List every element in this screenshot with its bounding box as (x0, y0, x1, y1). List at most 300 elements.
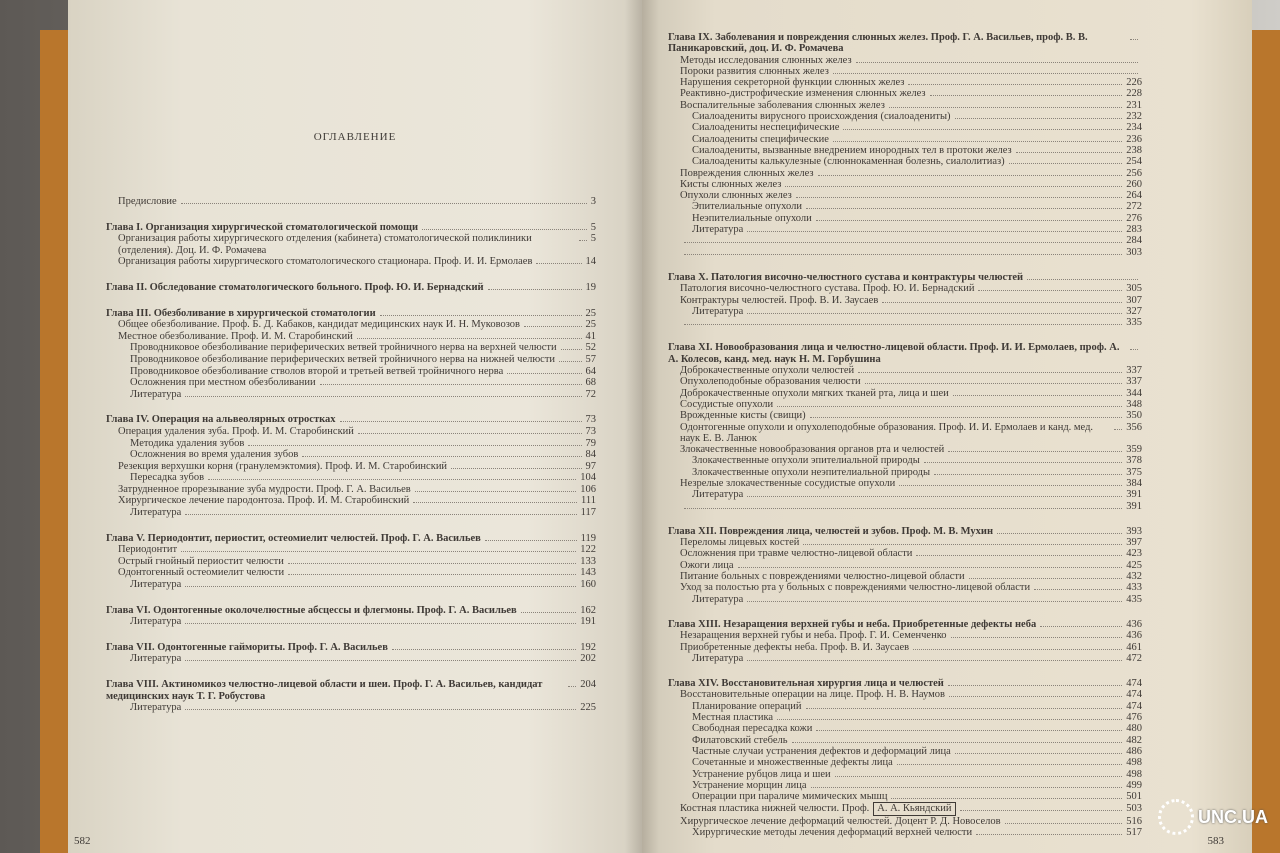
toc-entry-page: 480 (1126, 723, 1142, 735)
toc-entry[interactable] (668, 213, 1142, 224)
toc-entry[interactable] (668, 467, 1142, 478)
toc-entry-title: Опухолеподобные образования челюсти (680, 376, 861, 388)
leader-dots (777, 406, 1122, 407)
toc-entry[interactable] (106, 579, 596, 591)
leader-dots (185, 514, 576, 515)
leader-dots (913, 649, 1122, 650)
page-number-left: 582 (74, 835, 91, 847)
toc-entry-title: Литература (130, 616, 182, 628)
leader-dots (792, 742, 1123, 743)
toc-entry-title: Одонтогенные опухоли и опухолеподобные образования. Проф. И. И. Ермолаев и канд. мед. наук Е. В. Ланюк (680, 421, 1094, 444)
toc-entry[interactable] (668, 295, 1142, 306)
toc-entry[interactable] (106, 389, 596, 401)
toc-entry[interactable] (668, 455, 1142, 466)
toc-entry-title: Литература (130, 388, 182, 400)
toc-entry-page: 276 (1126, 212, 1142, 224)
toc-entry-title: Кисты слюнных желез (680, 178, 782, 190)
toc-chapter[interactable] (668, 342, 1142, 365)
toc-entry[interactable] (668, 122, 1142, 133)
toc-entry-title: Периодонтит (118, 544, 178, 556)
leader-dots (916, 555, 1122, 556)
toc-entry-page: 432 (1126, 571, 1142, 583)
toc-entry-title: Частные случаи устранения дефектов и деформаций лица (692, 745, 951, 757)
toc-entry[interactable] (106, 616, 596, 628)
toc-entry-title: Общее обезболивание. Проф. Б. Д. Кабаков, кандидат медицинских наук И. Н. Муковозов (118, 319, 520, 331)
toc-entry-page: 482 (1126, 734, 1142, 746)
toc-entry-page: 498 (1126, 768, 1142, 780)
toc-entry[interactable] (668, 201, 1142, 212)
toc-chapter[interactable] (106, 605, 596, 617)
toc-entry[interactable] (106, 354, 596, 366)
leader-dots (521, 612, 577, 613)
chapter-gap (106, 268, 596, 282)
chapter-gap (668, 258, 1142, 272)
toc-entry-title: Планирование операций (692, 700, 802, 712)
toc-entry-page: 425 (1126, 559, 1142, 571)
leader-dots (340, 421, 582, 422)
toc-entry[interactable] (668, 571, 1142, 582)
leader-dots (561, 349, 582, 350)
leader-dots (1130, 39, 1138, 40)
leader-dots (747, 313, 1122, 314)
toc-entry-title: Литература (692, 224, 744, 236)
toc-entry-page: 461 (1126, 641, 1142, 653)
toc-entry-title: Доброкачественные опухоли челюстей (680, 365, 855, 377)
toc-entry-page: 73 (585, 425, 596, 437)
toc-entry[interactable] (668, 444, 1142, 455)
toc-chapter[interactable] (668, 678, 1142, 689)
leader-dots (960, 810, 1123, 811)
toc-entry[interactable] (668, 399, 1142, 410)
toc-entry[interactable] (106, 449, 596, 461)
leader-dots (747, 660, 1122, 661)
toc-entry-page: 143 (580, 567, 596, 579)
toc-entry-page: 119 (580, 532, 596, 544)
toc-entry[interactable] (668, 422, 1142, 445)
leader-dots (955, 753, 1122, 754)
toc-chapter[interactable] (106, 282, 596, 294)
leader-dots (684, 324, 1122, 325)
toc-entry[interactable] (668, 802, 1142, 815)
toc-entry[interactable] (668, 388, 1142, 399)
leader-dots (536, 263, 581, 264)
toc-entry[interactable] (668, 548, 1142, 559)
leader-dots (955, 118, 1123, 119)
toc-entry-page: 52 (585, 342, 596, 354)
toc-right (668, 32, 1142, 838)
leader-dots (181, 203, 587, 204)
toc-entry[interactable] (668, 145, 1142, 156)
toc-entry-page: 501 (1126, 791, 1142, 803)
leader-dots (185, 586, 576, 587)
toc-entry[interactable] (106, 438, 596, 450)
toc-entry-title: Глава VII. Одонтогенные гаймориты. Проф. Г. А. Васильев (106, 641, 388, 653)
toc-chapter[interactable] (668, 32, 1142, 55)
toc-entry-page: 350 (1126, 410, 1142, 422)
leader-dots (1130, 349, 1138, 350)
toc-entry-page: 111 (581, 495, 596, 507)
toc-entry-page: 3 (590, 196, 596, 207)
toc-entry-title: Затрудненное прорезывание зуба мудрости. Проф. Г. А. Васильев (118, 483, 411, 495)
leader-dots (485, 540, 577, 541)
toc-entry-page: 327 (1126, 305, 1142, 317)
toc-entry-page: 344 (1126, 387, 1142, 399)
toc-entry-page: 84 (585, 449, 596, 461)
toc-entry-page: 204 (580, 679, 596, 690)
toc-entry-title: Доброкачественные опухоли мягких тканей рта, лица и шеи (680, 387, 949, 399)
toc-entry[interactable] (668, 88, 1142, 99)
toc-entry[interactable] (668, 791, 1142, 802)
toc-entry-title: Злокачественные опухоли эпителиальной природы (692, 455, 920, 467)
toc-entry-title: Незрелые злокачественные сосудистые опухоли (680, 477, 896, 489)
toc-entry-title: Врожденные кисты (свищи) (680, 410, 806, 422)
toc-entry[interactable] (668, 410, 1142, 421)
toc-entry[interactable] (668, 757, 1142, 768)
toc-entry[interactable] (668, 111, 1142, 122)
toc-entry[interactable] (668, 653, 1142, 664)
toc-entry[interactable] (668, 55, 1142, 66)
toc-entry-title: Патология височно-челюстного сустава. Проф. Ю. И. Бернадский (680, 283, 975, 295)
toc-entry-title: Приобретенные дефекты неба. Проф. В. И. Заусаев (680, 641, 910, 653)
toc-entry-page: 393 (1126, 525, 1142, 537)
toc-entry-page: 72 (585, 388, 596, 400)
leader-dots (810, 417, 1123, 418)
toc-entry[interactable] (106, 196, 596, 208)
toc-entry[interactable] (668, 630, 1142, 641)
toc-entry-title: Контрактуры челюстей. Проф. В. И. Заусаев (680, 294, 879, 306)
toc-entry[interactable] (668, 735, 1142, 746)
toc-entry[interactable] (106, 256, 596, 268)
toc-entry-title: Организация работы хирургического стоматологического стационара. Проф. И. И. Ермолаев (118, 256, 533, 268)
leader-dots (843, 129, 1122, 130)
leader-dots (806, 208, 1122, 209)
leader-dots (185, 660, 576, 661)
toc-entry[interactable] (668, 134, 1142, 145)
toc-entry[interactable] (668, 190, 1142, 201)
toc-entry-title: Глава XII. Повреждения лица, челюстей и зубов. Проф. М. В. Мухин (668, 525, 994, 537)
toc-entry[interactable] (668, 478, 1142, 489)
leader-dots (924, 462, 1122, 463)
toc-entry-title: Одонтогенный остеомиелит челюсти (118, 567, 285, 579)
toc-entry-page: 234 (1126, 122, 1142, 134)
toc-entry-page: 433 (1126, 582, 1142, 594)
leader-dots (248, 445, 581, 446)
toc-entry-title: Филатовский стебель (692, 734, 788, 746)
chapter-gap (668, 512, 1142, 526)
toc-chapter[interactable] (106, 222, 596, 234)
toc-entry-title: Реактивно-дистрофические изменения слюнных желез (680, 88, 926, 100)
toc-entry[interactable] (668, 168, 1142, 179)
leader-dots (185, 396, 581, 397)
leader-dots (948, 451, 1122, 452)
boxed-author: А. А. Кьяндский (873, 802, 955, 815)
toc-entry-page: 41 (585, 330, 596, 342)
toc-entry-page: 397 (1126, 537, 1142, 549)
toc-entry-page: 499 (1126, 779, 1142, 791)
toc-entry-title: Операция удаления зуба. Проф. И. М. Старобинский (118, 425, 354, 437)
toc-entry-title: Организация работы хирургического отделения (кабинета) стоматологической поликлиники (отделения). Доц. И. Ф. Ромачева (118, 233, 532, 256)
toc-entry[interactable] (106, 426, 596, 438)
toc-entry[interactable] (668, 827, 1142, 838)
toc-entry-page: 122 (580, 544, 596, 556)
toc-entry-title: Осложнения при местном обезболивании (130, 377, 316, 389)
toc-entry-title: Сиалоадениты калькулезные (слюннокаменная болезнь, сиалолитиаз) (692, 156, 1005, 168)
toc-entry-page: 19 (585, 281, 596, 293)
chapter-gap (106, 400, 596, 414)
toc-entry-title: Устранение морщин лица (692, 779, 807, 791)
leader-dots (997, 533, 1122, 534)
toc-entry[interactable] (668, 66, 1142, 77)
leader-dots (358, 433, 582, 434)
toc-entry-title: Уход за полостью рта у больных с повреждениями челюстно-лицевой области (680, 582, 1031, 594)
chapter-gap (106, 628, 596, 642)
toc-entry-title: Литература (130, 507, 182, 519)
toc-entry-page: 162 (580, 604, 596, 616)
toc-chapter[interactable] (668, 526, 1142, 537)
toc-entry[interactable] (668, 769, 1142, 780)
leader-dots (811, 787, 1123, 788)
toc-entry-page: 191 (580, 616, 596, 628)
leader-dots (185, 709, 576, 710)
leader-dots (747, 231, 1122, 232)
toc-entry[interactable] (668, 746, 1142, 757)
toc-entry-title: Костная пластика нижней челюсти. Проф. (680, 803, 870, 815)
toc-entry-title: Сиалоадениты вирусного происхождения (сиалоадениты) (692, 111, 951, 123)
toc-entry-page: 303 (1126, 246, 1142, 258)
toc-entry-title: Сочетанные и множественные дефекты лица (692, 757, 893, 769)
toc-entry-page: 472 (1126, 652, 1142, 664)
toc-entry-page: 232 (1126, 111, 1142, 123)
toc-entry-title: Хирургическое лечение деформаций челюстей. Доцент Р. Д. Новоселов (680, 815, 1001, 827)
leader-dots (930, 95, 1123, 96)
toc-entry-page: 192 (580, 641, 596, 653)
toc-entry-title: Ожоги лица (680, 559, 734, 571)
toc-entry-page: 264 (1126, 190, 1142, 202)
leader-dots (1016, 152, 1123, 153)
toc-entry[interactable] (106, 319, 596, 331)
toc-entry-page: 384 (1126, 477, 1142, 489)
toc-entry-page: 272 (1126, 201, 1142, 213)
toc-entry[interactable] (668, 501, 1142, 512)
toc-chapter[interactable] (668, 272, 1142, 283)
leader-dots (951, 637, 1123, 638)
toc-entry[interactable] (668, 365, 1142, 376)
toc-entry-title: Повреждения слюнных желез (680, 167, 814, 179)
toc-entry-page: 423 (1126, 548, 1142, 560)
leader-dots (684, 508, 1122, 509)
leader-dots (899, 485, 1122, 486)
toc-entry-page: 283 (1126, 224, 1142, 236)
leader-dots (856, 62, 1138, 63)
toc-entry[interactable] (668, 224, 1142, 235)
chapter-gap (106, 208, 596, 222)
toc-entry[interactable] (668, 723, 1142, 734)
leader-dots (422, 229, 587, 230)
toc-entry-title: Злокачественные опухоли неэпителиальной природы (692, 466, 931, 478)
toc-entry-page: 117 (580, 507, 596, 519)
toc-entry-title: Литература (692, 652, 744, 664)
toc-entry[interactable] (106, 702, 596, 714)
toc-entry-title: Резекция верхушки корня (гранулемэктомия). Проф. И. М. Старобинский (118, 460, 448, 472)
toc-entry[interactable] (106, 472, 596, 484)
toc-entry[interactable] (106, 556, 596, 568)
toc-entry[interactable] (106, 653, 596, 665)
leader-dots (934, 474, 1122, 475)
toc-entry-page: 57 (585, 353, 596, 365)
toc-entry-title: Незаращения верхней губы и неба. Проф. Г. И. Семенченко (680, 630, 947, 642)
leader-dots (1005, 823, 1123, 824)
leader-dots (185, 623, 576, 624)
chapter-gap (668, 605, 1142, 619)
toc-entry-page: 5 (590, 221, 596, 233)
leader-dots (1027, 279, 1138, 280)
leader-dots (684, 254, 1122, 255)
toc-entry-page: 435 (1126, 593, 1142, 605)
leader-dots (380, 315, 582, 316)
toc-entry[interactable] (668, 560, 1142, 571)
toc-entry-title: Опухоли слюнных желез (680, 190, 792, 202)
toc-entry[interactable] (668, 376, 1142, 387)
toc-entry-title: Глава XIV. Восстановительная хирургия лица и челюстей (668, 678, 944, 690)
toc-entry-page: 133 (580, 555, 596, 567)
toc-entry[interactable] (106, 377, 596, 389)
toc-chapter[interactable] (106, 414, 596, 426)
toc-entry-page: 474 (1126, 700, 1142, 712)
toc-entry-page: 260 (1126, 178, 1142, 190)
toc-chapter[interactable] (106, 679, 596, 702)
leader-dots (747, 496, 1122, 497)
toc-entry-title: Проводниковое обезболивание стволов второй и третьей ветвей тройничного нерва (130, 365, 504, 377)
toc-entry-title: Глава X. Патология височно-челюстного сустава и контрактуры челюстей (668, 271, 1024, 283)
toc-entry-title: Питание больных с повреждениями челюстно-лицевой области (680, 571, 965, 583)
leader-dots (392, 649, 576, 650)
toc-entry-title: Нарушения секреторной функции слюнных желез (680, 77, 905, 89)
leader-dots (288, 574, 576, 575)
toc-entry[interactable] (668, 100, 1142, 111)
toc-entry[interactable] (668, 156, 1142, 167)
leader-dots (1034, 589, 1122, 590)
leader-dots (969, 578, 1123, 579)
toc-entry[interactable] (106, 331, 596, 343)
leader-dots (568, 686, 576, 687)
leader-dots (415, 491, 576, 492)
leader-dots (803, 544, 1122, 545)
toc-entry-page: 486 (1126, 745, 1142, 757)
toc-entry[interactable] (106, 495, 596, 507)
toc-entry-page: 474 (1126, 678, 1142, 690)
toc-entry-page: 238 (1126, 144, 1142, 156)
toc-entry[interactable] (668, 247, 1142, 258)
toc-entry-title: Глава I. Организация хирургической стоматологической помощи (106, 221, 418, 233)
toc-entry[interactable] (668, 816, 1142, 827)
toc-entry-page: 25 (585, 319, 596, 331)
right-page (642, 0, 1252, 853)
toc-chapter[interactable] (106, 533, 596, 545)
toc-entry-page: 516 (1126, 815, 1142, 827)
toc-entry[interactable] (668, 701, 1142, 712)
toc-entry[interactable] (106, 342, 596, 354)
leader-dots (976, 834, 1122, 835)
toc-entry[interactable] (106, 233, 596, 256)
toc-entry-page: 25 (585, 307, 596, 319)
toc-entry[interactable] (668, 77, 1142, 88)
toc-entry-title: Пересадка зубов (130, 472, 205, 484)
toc-entry-title: Литература (692, 305, 744, 317)
toc-entry-page: 476 (1126, 712, 1142, 724)
toc-entry[interactable] (668, 594, 1142, 605)
toc-entry-title: Злокачественные новообразования органов рта и челюстей (680, 444, 945, 456)
toc-entry-title: Осложнения во время удаления зубов (130, 449, 299, 461)
toc-entry[interactable] (106, 461, 596, 473)
toc-chapter[interactable] (668, 619, 1142, 630)
leader-dots (882, 302, 1122, 303)
toc-entry-page: 436 (1126, 630, 1142, 642)
toc-entry[interactable] (668, 582, 1142, 593)
toc-entry-page: 256 (1126, 167, 1142, 179)
leader-dots (357, 338, 582, 339)
toc-entry-page: 436 (1126, 618, 1142, 630)
leader-dots (833, 73, 1138, 74)
leader-dots (181, 551, 576, 552)
leader-dots (320, 384, 582, 385)
leader-dots (288, 563, 576, 564)
toc-chapter[interactable] (106, 308, 596, 320)
toc-entry[interactable] (668, 712, 1142, 723)
leader-dots (451, 468, 581, 469)
leader-dots (302, 456, 581, 457)
toc-entry-page: 391 (1126, 489, 1142, 501)
leader-dots (833, 141, 1122, 142)
toc-left (106, 196, 596, 714)
toc-entry-page: 68 (585, 377, 596, 389)
toc-entry[interactable] (668, 642, 1142, 653)
toc-entry[interactable] (668, 179, 1142, 190)
chapter-gap (106, 591, 596, 605)
toc-entry[interactable] (106, 567, 596, 579)
leader-dots (413, 502, 577, 503)
toc-chapter[interactable] (106, 642, 596, 654)
toc-entry[interactable] (106, 484, 596, 496)
toc-entry[interactable] (106, 366, 596, 378)
toc-entry[interactable] (668, 780, 1142, 791)
toc-entry[interactable] (106, 507, 596, 519)
toc-entry-title: Глава VI. Одонтогенные околочелюстные абсцессы и флегмоны. Проф. Г. А. Васильев (106, 604, 517, 616)
toc-entry[interactable] (668, 489, 1142, 500)
leader-dots (865, 383, 1123, 384)
toc-entry[interactable] (668, 235, 1142, 246)
chapter-gap (668, 664, 1142, 678)
toc-entry-page: 284 (1126, 235, 1142, 247)
toc-entry-title: Проводниковое обезболивание периферических ветвей тройничного нерва на верхней челюсти (130, 342, 557, 354)
toc-entry-title: Острый гнойный периостит челюсти (118, 555, 284, 567)
toc-entry[interactable] (668, 537, 1142, 548)
toc-entry[interactable] (668, 283, 1142, 294)
leader-dots (953, 395, 1122, 396)
toc-entry-title: Методы исследования слюнных желез (680, 54, 852, 66)
toc-entry-page: 236 (1126, 133, 1142, 145)
toc-entry-page: 104 (580, 472, 596, 484)
toc-entry[interactable] (668, 689, 1142, 700)
toc-entry-title: Неэпителиальные опухоли (692, 212, 812, 224)
toc-entry[interactable] (106, 544, 596, 556)
leader-dots (524, 326, 582, 327)
toc-entry[interactable] (668, 317, 1142, 328)
toc-entry-page: 498 (1126, 757, 1142, 769)
leader-dots (208, 479, 576, 480)
toc-entry-page: 307 (1126, 294, 1142, 306)
toc-entry-title: Эпителиальные опухоли (692, 201, 802, 213)
toc-entry[interactable] (668, 306, 1142, 317)
